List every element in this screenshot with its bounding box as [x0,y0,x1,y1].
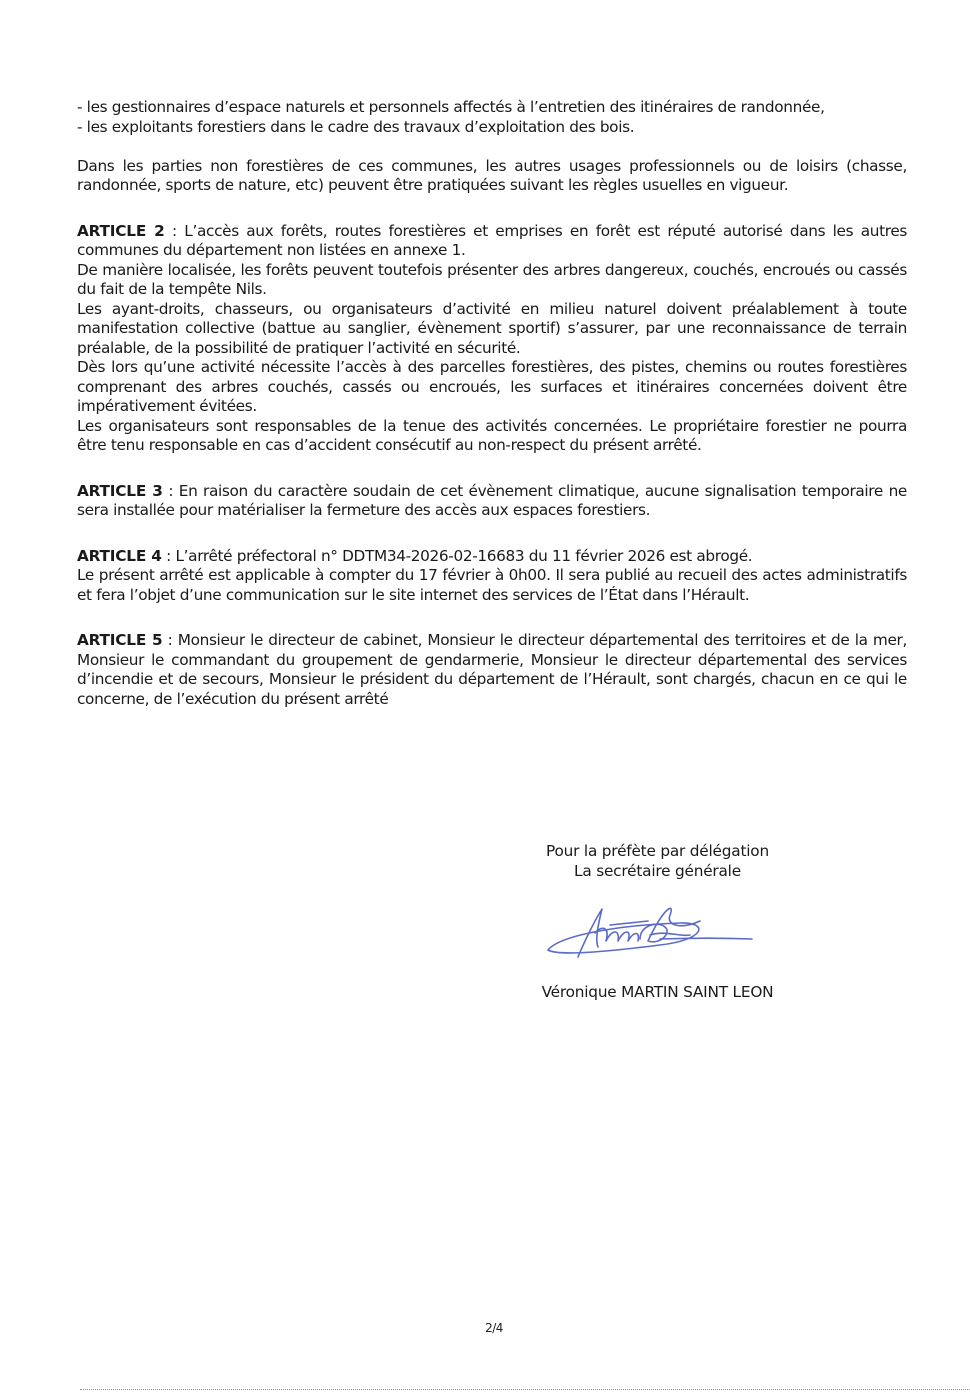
article-paragraph: Les organisateurs sont responsables de la tenue des activités concernées. Le propriétaire forestier ne pourra être tenu responsable en cas d’accident consécutif au non-respect du présent arrêté. [77,416,907,454]
signatory-name: Véronique MARTIN SAINT LEON [541,983,774,1001]
article-label: ARTICLE 4 [77,546,162,565]
article-paragraph: Les ayant-droits, chasseurs, ou organisateurs d’activité en milieu naturel doivent préalablement à toute manifestation collective (battue au sanglier, évènement sportif) s’assurer, par une reconnaissance de terrain préalable, de la possibilité de pratiquer l’activité en sécurité. [77,299,907,357]
document-body [77,98,907,709]
article-3 [77,482,907,521]
page-number: 2/4 [485,1321,503,1335]
article-text: : L’arrêté préfectoral n° DDTM34-2026-02-16683 du 11 février 2026 est abrogé. [161,546,753,565]
article-paragraph: Le présent arrêté est applicable à compter du 17 février à 0h00. Il sera publié au recueil des actes administratifs et fera l’objet d’une communication sur le site internet des services de l’État dans l’Hérault. [77,566,907,604]
article-label: ARTICLE 3 [77,481,163,500]
article-2 [77,222,907,456]
article-text: : Monsieur le directeur de cabinet, Monsieur le directeur départemental des territoires et de la mer, Monsieur le commandant du groupement de gendarmerie, Monsieur le directeur départemental des services d’incendie et de secours, Monsieur le président du département de l’Hérault, sont chargés, chacun en ce qui le concerne, de l’exécution du présent arrêté [77,631,907,708]
article-5 [77,631,907,709]
article-text: : L’accès aux forêts, routes forestières et emprises en forêt est réputé autorisé dans les autres communes du département non listées en annexe 1. [77,221,907,259]
article-text: : En raison du caractère soudain de cet évènement climatique, aucune signalisation temporaire ne sera installée pour matérialiser la fermeture des accès aux espaces forestiers. [77,481,907,519]
handwritten-signature-icon [540,895,760,965]
article-paragraph: De manière localisée, les forêts peuvent toutefois présenter des arbres dangereux, couchés, encroués ou cassés du fait de la tempête Nils. [77,260,907,298]
signature-title-line: La secrétaire générale [574,861,741,880]
signature-delegation-line: Pour la préfète par délégation [546,842,769,860]
article-label: ARTICLE 2 [77,221,165,240]
article-paragraph: Dès lors qu’une activité nécessite l’accès à des parcelles forestières, des pistes, chemins ou routes forestières comprenant des arbres couchés, cassés ou encroués, les surfaces et itinéraires concernées doivent être impérativement évitées. [77,358,907,415]
article-4 [77,547,907,606]
intro-paragraph: Dans les parties non forestières de ces communes, les autres usages professionnels ou de loisirs (chasse, randonnée, sports de nature, etc) peuvent être pratiquées suivant les règles usuelles en vigueur. [77,156,907,194]
intro-item: - les gestionnaires d’espace naturels et personnels affectés à l’entretien des itinéraires de randonnée, [77,98,825,116]
article-label: ARTICLE 5 [77,631,163,649]
page-bottom-divider [80,1389,970,1390]
signature-block [505,842,810,881]
intro-item: - les exploitants forestiers dans le cadre des travaux d’exploitation des bois. [77,117,635,136]
